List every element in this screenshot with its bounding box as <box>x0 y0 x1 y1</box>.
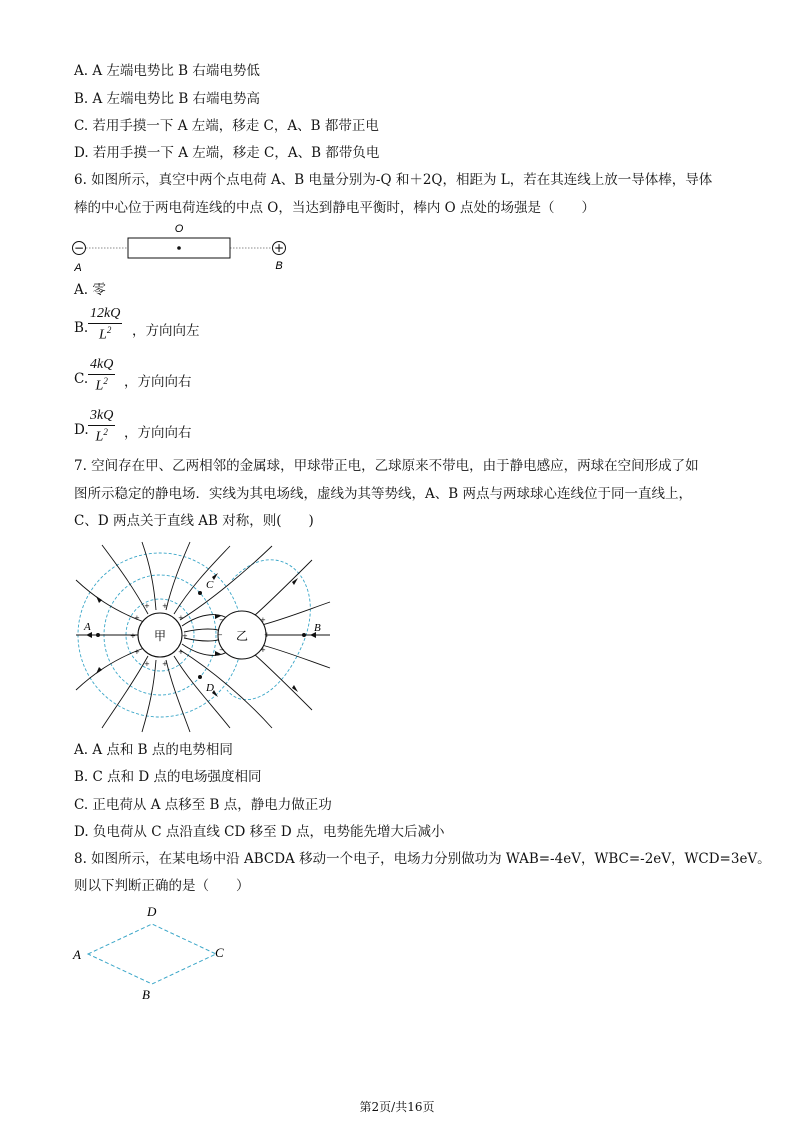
q6-option-d-fraction <box>88 408 115 446</box>
q7-field-figure <box>72 540 334 734</box>
q6-stem-line1: 6. 如图所示，真空中两个点电荷 A、B 电量分别为-Q 和＋2Q，相距为 L，若在其连线上放一导体棒，导体 <box>74 172 713 188</box>
svg-text:+: + <box>144 660 150 668</box>
fraction-denominator: L <box>95 429 104 445</box>
point-d <box>198 675 202 679</box>
fraction-numerator: 3kQ <box>88 408 115 426</box>
fraction-numerator: 12kQ <box>88 306 122 324</box>
label-a: A <box>84 621 91 633</box>
label-d: D <box>147 904 157 919</box>
label-yi: 乙 <box>235 629 249 643</box>
q6-option-c-direction: ，方向向右 <box>124 374 192 390</box>
q7-option-a: A. A 点和 B 点的电势相同 <box>74 742 233 758</box>
minus-sign: − <box>73 241 85 255</box>
point-a <box>96 633 100 637</box>
q8-stem-line1: 8. 如图所示，在某电场中沿 ABCDA 移动一个电子，电场力分别做功为 WAB=-4eV，WBC=-2eV，WCD=3eV。 <box>74 851 771 867</box>
q5-option-d: D. 若用手摸一下 A 左端，移走 C，A、B 都带负电 <box>74 145 380 161</box>
label-a: A <box>73 947 81 962</box>
q7-stem-line2: 图所示稳定的静电场．实线为其电场线，虚线为其等势线，A、B 两点与两球球心连线位于同一直线上， <box>74 486 692 502</box>
q7-option-b: B. C 点和 D 点的电场强度相同 <box>74 769 262 785</box>
q7-stem-line1: 7. 空间存在甲、乙两相邻的金属球，甲球带正电，乙球原来不带电，由于静电感应，两球在空间形成了如 <box>74 458 699 474</box>
q6-option-a: A. 零 <box>74 282 106 298</box>
label-b: B <box>142 987 150 1002</box>
exponent: 2 <box>103 376 108 386</box>
svg-text:−: − <box>219 616 225 624</box>
label-jia: 甲 <box>153 629 167 643</box>
field-lines <box>76 542 330 732</box>
point-o <box>177 246 181 250</box>
svg-text:−: − <box>219 646 225 654</box>
q5-option-b: B. A 左端电势比 B 右端电势高 <box>74 91 261 107</box>
exponent: 2 <box>103 427 108 437</box>
fraction-denominator: L <box>95 378 104 394</box>
label-c: C <box>206 579 214 591</box>
q6-option-b-fraction <box>88 306 122 344</box>
rhombus-path <box>88 924 216 984</box>
label-b: B <box>314 622 321 634</box>
q7-option-d: D. 负电荷从 C 点沿直线 CD 移至 D 点，电势能先增大后减小 <box>74 824 445 840</box>
svg-text:+: + <box>144 602 150 610</box>
svg-text:+: + <box>134 614 140 622</box>
q7-option-c: C. 正电荷从 A 点移至 B 点，静电力做正功 <box>74 797 332 813</box>
q6-option-c-prefix: C. <box>74 371 89 387</box>
svg-text:+: + <box>178 614 184 622</box>
point-c <box>198 591 202 595</box>
svg-text:+: + <box>260 616 266 624</box>
svg-text:+: + <box>162 602 168 610</box>
page-footer: 第2页/共16页 <box>359 1100 435 1114</box>
q6-option-b-direction: ，方向向左 <box>132 323 200 339</box>
label-a: A <box>74 262 82 274</box>
label-b: B <box>275 260 283 272</box>
svg-text:+: + <box>182 632 188 640</box>
svg-text:+: + <box>178 648 184 656</box>
svg-text:+: + <box>264 631 270 639</box>
q6-option-c-fraction <box>88 357 115 395</box>
q7-stem-line3: C、D 两点关于直线 AB 对称，则( ) <box>74 513 314 529</box>
svg-text:+: + <box>260 646 266 654</box>
q8-stem-line2: 则以下判断正确的是（ ） <box>74 878 250 894</box>
svg-text:−: − <box>217 631 223 639</box>
label-c: C <box>215 945 224 960</box>
exponent: 2 <box>106 325 112 335</box>
fraction-numerator: 4kQ <box>88 357 115 375</box>
svg-text:+: + <box>134 648 140 656</box>
svg-text:+: + <box>130 632 136 640</box>
svg-text:+: + <box>162 660 168 668</box>
q6-figure <box>68 220 298 275</box>
plus-sign: + <box>273 241 285 255</box>
q5-option-a: A. A 左端电势比 B 右端电势低 <box>74 63 260 79</box>
q6-option-d-direction: ，方向向右 <box>124 425 192 441</box>
q6-stem-line2: 棒的中心位于两电荷连线的中点 O，当达到静电平衡时，棒内 O 点处的场强是（ ） <box>74 200 596 216</box>
q6-option-b-prefix: B. <box>74 320 89 336</box>
q8-rhombus-figure <box>68 900 238 1005</box>
fraction-denominator: L <box>99 327 107 343</box>
q6-option-d-prefix: D. <box>74 422 89 438</box>
label-o: O <box>174 223 184 235</box>
point-b <box>302 633 306 637</box>
q5-option-c: C. 若用手摸一下 A 左端，移走 C，A、B 都带正电 <box>74 118 379 134</box>
label-d: D <box>206 682 214 694</box>
